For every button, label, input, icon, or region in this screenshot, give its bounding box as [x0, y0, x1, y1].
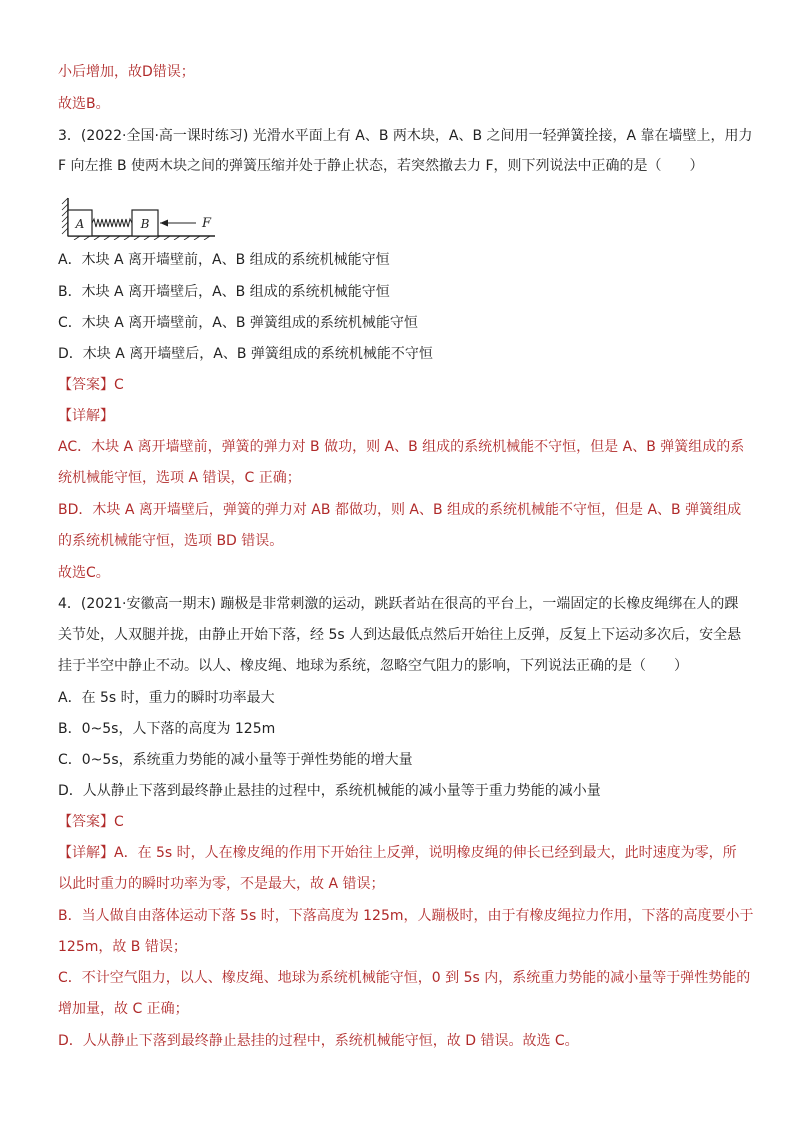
spring [92, 219, 132, 227]
explanation-line: 增加量，故 C 正确； [58, 1001, 189, 1017]
question-3-stem: 3．(2022·全国·高一课时练习) 光滑水平面上有 A、B 两木块，A、B 之间用一轻弹簧拴接，A 靠在墙壁上，用力 [58, 128, 753, 144]
option-b: B．木块 A 离开墙壁后，A、B 组成的系统机械能守恒 [58, 284, 390, 300]
text-line: 故选B。 [58, 96, 110, 112]
block-b-label: B [140, 217, 150, 231]
option-c: C．0~5s，系统重力势能的减小量等于弹性势能的增大量 [58, 752, 413, 768]
answer-label: 【答案】C [58, 377, 124, 393]
option-a: A．在 5s 时，重力的瞬时功率最大 [58, 690, 275, 706]
explanation-line: 以此时重力的瞬时功率为零，不是最大，故 A 错误； [58, 876, 385, 892]
text-line: 小后增加，故D错误； [58, 64, 195, 80]
option-b: B．0~5s，人下落的高度为 125m [58, 721, 276, 737]
answer-label: 【答案】C [58, 814, 124, 830]
wall-hatching [62, 198, 68, 234]
option-a: A．木块 A 离开墙壁前，A、B 组成的系统机械能守恒 [58, 252, 390, 268]
explanation-line: 统机械能守恒，选项 A 错误，C 正确； [58, 470, 301, 486]
block-a-label: A [75, 217, 85, 231]
question-3-stem: F 向左推 B 使两木块之间的弹簧压缩并处于静止状态，若突然撤去力 F，则下列说法中正确的是（ ） [58, 158, 704, 174]
detail-label: 【详解】 [58, 408, 114, 424]
explanation-line: B．当人做自由落体运动下落 5s 时，下落高度为 125m，人蹦极时，由于有橡皮绳拉力作用，下落的高度要小于 [58, 908, 754, 924]
spring-blocks-diagram [60, 196, 220, 240]
explanation-line: D．人从静止下落到最终静止悬挂的过程中，系统机械能守恒，故 D 错误。故选 C。 [58, 1033, 579, 1049]
explanation-line: 125m，故 B 错误； [58, 939, 187, 955]
force-label: F [202, 216, 212, 231]
question-4-stem: 4．(2021·安徽高一期末) 蹦极是非常刺激的运动，跳跃者站在很高的平台上，一端固定的长橡皮绳绑在人的踝 [58, 596, 739, 612]
force-arrowhead [160, 220, 168, 227]
option-d: D．人从静止下落到最终静止悬挂的过程中，系统机械能的减小量等于重力势能的减小量 [58, 783, 601, 799]
explanation-text: A．在 5s 时，人在橡皮绳的作用下开始往上反弹，说明橡皮绳的伸长已经到最大，此时速度为零，所 [114, 845, 737, 861]
explanation-line: 的系统机械能守恒，选项 BD 错误。 [58, 533, 284, 549]
question-4-stem: 挂于半空中静止不动。以人、橡皮绳、地球为系统，忽略空气阻力的影响，下列说法正确的是（ ） [58, 658, 688, 674]
option-d: D．木块 A 离开墙壁后，A、B 弹簧组成的系统机械能不守恒 [58, 346, 433, 362]
option-c: C．木块 A 离开墙壁前，A、B 弹簧组成的系统机械能守恒 [58, 315, 418, 331]
explanation-line: 故选C。 [58, 565, 110, 581]
explanation-line: C．不计空气阻力，以人、橡皮绳、地球为系统机械能守恒，0 到 5s 内，系统重力势能的减小量等于弹性势能的 [58, 970, 751, 986]
question-4-stem: 关节处，人双腿并拢，由静止开始下落，经 5s 人到达最低点然后开始往上反弹，反复上下运动多次后，安全悬 [58, 627, 742, 643]
detail-label: 【详解】 [58, 845, 114, 861]
explanation-line: BD．木块 A 离开墙壁后，弹簧的弹力对 AB 都做功，则 A、B 组成的系统机械能不守恒，但是 A、B 弹簧组成 [58, 502, 742, 518]
explanation-line: AC．木块 A 离开墙壁前，弹簧的弹力对 B 做功，则 A、B 组成的系统机械能不守恒，但是 A、B 弹簧组成的系 [58, 439, 745, 455]
explanation-line [58, 843, 737, 863]
